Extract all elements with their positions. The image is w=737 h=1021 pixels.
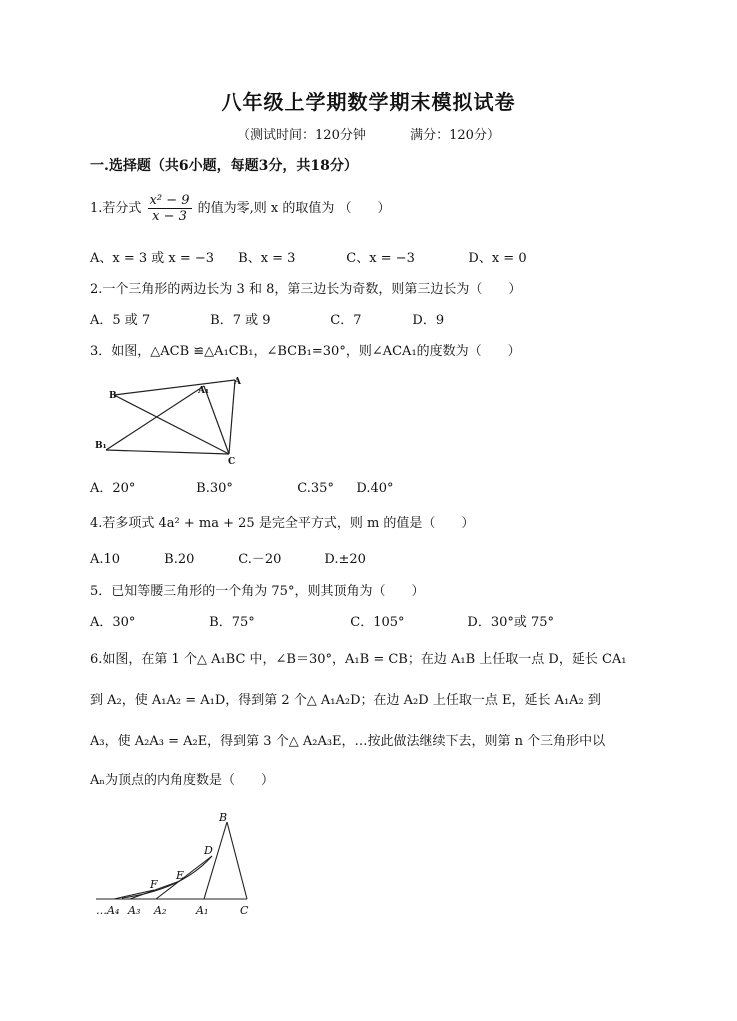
q3-label-a: A [234, 377, 241, 387]
q6-label-e: E [176, 869, 185, 882]
question-6-line-3: A₃，使 A₂A₃ = A₂E，得到第 3 个△ A₂A₃E，…按此做法继续下去，则第 n 个三角形中以 [90, 734, 606, 749]
q2-options [90, 312, 444, 330]
q3-options [90, 480, 394, 498]
q3-option-c[interactable]: C.35° [297, 481, 334, 496]
q3-label-b1: B₁ [95, 441, 107, 451]
question-2: 2.一个三角形的两边长为 3 和 8，第三边长为奇数，则第三边长为（ ） [90, 282, 522, 297]
q6-label-d: D [204, 844, 213, 857]
full-score: 满分：120分） [410, 128, 500, 143]
q1-numerator: x² − 9 [149, 193, 190, 208]
q1-options [90, 250, 527, 268]
q6-label-a4: …A₄ [96, 904, 120, 917]
q3-figure [92, 372, 252, 466]
q6-label-f: F [150, 878, 158, 891]
q6-segment-bc [227, 822, 247, 899]
q2-option-d[interactable]: D．9 [412, 313, 445, 328]
q3-label-c: C [228, 457, 236, 466]
q6-label-a3: A₃ [128, 904, 141, 917]
q4-option-c[interactable]: C.－20 [238, 552, 282, 567]
question-6-line-1: 6.如图，在第 1 个△ A₁BC 中，∠B＝30°，A₁B = CB；在边 A₁B 上任取一点 D，延长 CA₁ [90, 652, 627, 667]
q3-segment-ba [114, 380, 235, 395]
q1-suffix: 的值为零,则 x 的取值为 （ ） [197, 201, 391, 216]
q4-option-d[interactable]: D.±20 [324, 552, 366, 567]
q1-prefix: 1.若分式 [90, 201, 142, 216]
q6-label-b: B [219, 811, 228, 824]
question-4: 4.若多项式 4a² + ma + 25 是完全平方式，则 m 的值是（ ） [90, 516, 475, 531]
q5-option-a[interactable]: A．30° [90, 615, 136, 630]
q6-curve [122, 856, 212, 898]
q2-option-a[interactable]: A．5 或 7 [90, 313, 151, 328]
question-6-line-4: Aₙ为顶点的内角度数是（ ） [90, 773, 275, 788]
q5-option-b[interactable]: B．75° [209, 615, 255, 630]
q2-option-c[interactable]: C．7 [330, 313, 362, 328]
question-6-line-2: 到 A₂，使 A₁A₂ = A₁D，得到第 2 个△ A₁A₂D；在边 A₂D 上任取一点 E，延长 A₁A₂ 到 [90, 693, 601, 708]
q5-option-d[interactable]: D．30°或 75° [467, 615, 555, 630]
q1-fraction [148, 193, 192, 224]
q6-label-a1: A₁ [196, 904, 209, 917]
q3-label-b: B [109, 391, 117, 401]
page-title: 八年级上学期数学期末模拟试卷 [221, 90, 516, 114]
q5-options [90, 614, 554, 632]
q1-option-a[interactable]: A、x = 3 或 x = −3 [90, 251, 215, 266]
q3-segment-ac [229, 380, 235, 454]
q3-segment-b1a1 [106, 386, 204, 450]
q3-segment-b1c [106, 450, 229, 454]
q1-option-b[interactable]: B、x = 3 [238, 251, 296, 266]
question-3: 3．如图，△ACB ≌△A₁CB₁，∠BCB₁=30°，则∠ACA₁的度数为（ ） [90, 344, 521, 359]
q6-label-c: C [240, 904, 249, 917]
q3-label-a1: A₁ [198, 386, 209, 396]
q2-option-b[interactable]: B．7 或 9 [210, 313, 271, 328]
q4-options [90, 551, 366, 569]
q6-figure [92, 808, 262, 920]
question-1 [90, 192, 391, 226]
q6-label-a2: A₂ [154, 904, 167, 917]
question-5: 5．已知等腰三角形的一个角为 75°，则其顶角为（ ） [90, 584, 425, 599]
q3-segment-bc [114, 395, 229, 454]
q3-option-a[interactable]: A．20° [90, 481, 136, 496]
section-heading: 一.选择题（共6小题，每题3分，共18分） [90, 158, 358, 174]
page-subtitle [0, 124, 737, 143]
q4-option-a[interactable]: A.10 [90, 552, 121, 567]
q5-option-c[interactable]: C．105° [350, 615, 405, 630]
q1-denominator: x − 3 [152, 209, 187, 224]
q3-segment-a1c [204, 386, 229, 454]
q4-option-b[interactable]: B.20 [164, 552, 195, 567]
q3-option-b[interactable]: B.30° [196, 481, 233, 496]
q1-option-c[interactable]: C、x = −3 [346, 251, 415, 266]
q1-option-d[interactable]: D、x = 0 [468, 251, 527, 266]
test-time: （测试时间：120分钟 [237, 128, 366, 143]
q3-option-d[interactable]: D.40° [356, 481, 394, 496]
